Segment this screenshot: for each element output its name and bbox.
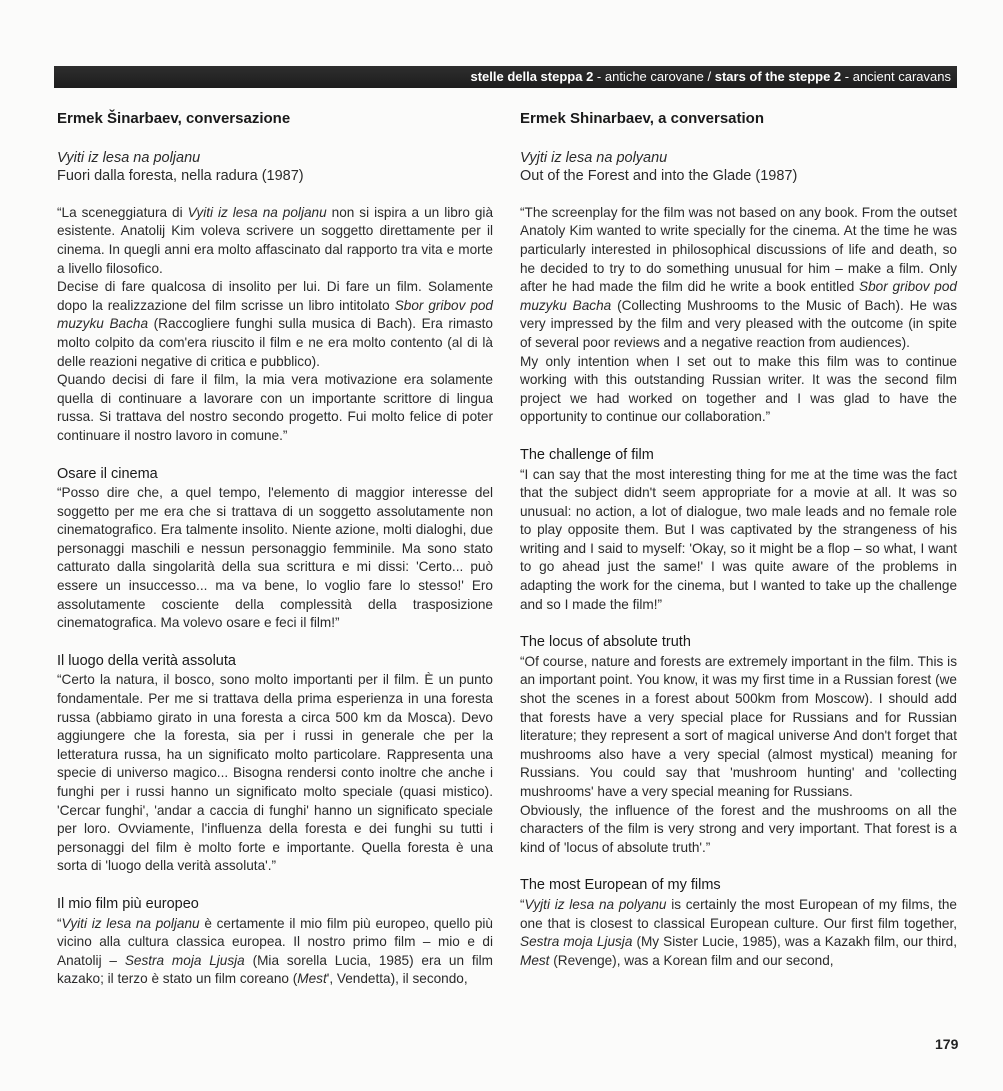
book-title-italic: Sbor gribov pod muzyku Bacha bbox=[57, 297, 493, 332]
film-title-italic: Sestra moja Ljusja bbox=[124, 952, 245, 968]
english-intro-paragraph-2: My only intention when I set out to make this film was to continue working with this outstanding Russian writer. It was the second film project we had worked on together and I was glad to have the opportunity to continue our collaboration.” bbox=[520, 353, 957, 425]
english-intro-paragraph-1 bbox=[520, 204, 957, 353]
text-run: (Mia sorella Lucia, 1985) era un film kazako; il terzo è stato un film coreano ( bbox=[57, 952, 493, 987]
italian-intro-paragraph-1 bbox=[57, 204, 493, 278]
section-heading: The challenge of film bbox=[520, 446, 654, 463]
film-title-italic: Sestra moja Ljusja bbox=[520, 934, 633, 950]
film-title-italic: Vyiti iz lesa na poljanu bbox=[187, 204, 327, 220]
text-run: (Raccogliere funghi sulla musica di Bach). Era rimasto molto colpito da com'era riuscito il film e ne era molto contento (al di là delle reazioni negative di critica e pubblico). bbox=[57, 316, 493, 369]
italian-intro-paragraph-2 bbox=[57, 278, 493, 371]
section-body: Obviously, the influence of the forest and the mushrooms on all the characters of the film is very strong and very important. That forest is a kind of 'locus of absolute truth'.” bbox=[520, 802, 957, 855]
italian-film-translated-title: Fuori dalla foresta, nella radura (1987) bbox=[57, 168, 304, 185]
text-run: è certamente il mio film più europeo, quello più vicino alla cultura classica europea. Il nostro primo film – mio e di Anatolij – bbox=[57, 915, 493, 968]
section-heading: Il luogo della verità assoluta bbox=[57, 652, 236, 669]
section-body: “Certo la natura, il bosco, sono molto importanti per il film. È un punto fondamentale. Per me si trattava della prima esperienza in una foresta russa (abbiamo girato in una foresta a circa 500 km da Mosca). Devo aggiungere che la foresta, sia per i russi in generale che per la letteratura russa, ha un significato molto particolare. Rappresenta una specie di universo magico... Bisogna rendersi conto inoltre che anche i funghi per i russi hanno un significato molto speciale (quasi mistico). 'Cercar funghi', 'andar a caccia di funghi' hanno un significato speciale per loro. Ovviamente, l'influenza della foresta e dei funghi su tutti i personaggi del film è molto forte e importante. Quella foresta è una sorta di 'luogo della verità assoluta'.” bbox=[57, 672, 493, 874]
text-run: (Collecting Mushrooms to the Music of Bach). He was very impressed by the film and very pleased with the outcome (in spite of several poor reviews and a negative reaction from audiences). bbox=[520, 297, 957, 350]
text-run: “ bbox=[520, 896, 525, 912]
section-header-bar bbox=[54, 66, 957, 88]
english-film-translated-title: Out of the Forest and into the Glade (1987) bbox=[520, 168, 798, 185]
page-number: 179 bbox=[935, 1036, 959, 1052]
english-section-european bbox=[520, 876, 957, 970]
section-body: “Of course, nature and forests are extremely important in the film. This is an important point. You know, it was my first time in a Russian forest (we shot the scenes in a forest about 500km from Moscow). I should add that forests have a very special place for Russians and for Russian literature; they represent a sort of magical universe And don't forget that mushrooms also have a very special (almost mystical) meaning for Russians. You could say that 'mushroom hunting' and 'collecting mushrooms' have a very special meaning for Russians. bbox=[520, 653, 957, 799]
section-heading: Osare il cinema bbox=[57, 465, 158, 482]
text-run: Decise di fare qualcosa di insolito per lui. Di fare un film. Solamente dopo la realizzazione del film scrisse un libro intitolato bbox=[57, 279, 493, 313]
english-section-locus bbox=[520, 633, 957, 857]
english-film-original-title: Vyjti iz lesa na polyanu bbox=[520, 149, 668, 166]
text-run: “ bbox=[57, 915, 62, 931]
header-english-thin: - ancient caravans bbox=[841, 69, 951, 84]
text-run: is certainly the most European of my films, the one that is closest to classical European culture. Our first film together, bbox=[520, 896, 957, 931]
english-article-title: Ermek Shinarbaev, a conversation bbox=[520, 110, 764, 127]
text-run: non si ispira a un libro già esistente. Anatolij Kim voleva scrivere un soggetto direttamente per il cinema. In quegli anni era molto affascinato dal rapporto tra vita e morte a livello filosofico. bbox=[57, 204, 493, 276]
italian-film-original-title: Vyiti iz lesa na poljanu bbox=[57, 149, 201, 166]
film-title-italic: Mest bbox=[297, 971, 327, 987]
film-title-italic: Vyiti iz lesa na poljanu bbox=[61, 915, 200, 931]
header-italian-thin: - antiche carovane / bbox=[593, 69, 715, 84]
text-run: (My Sister Lucie, 1985), was a Kazakh film, our third, bbox=[632, 934, 958, 950]
text-run: ', Vendetta), il secondo, bbox=[326, 971, 468, 987]
section-body bbox=[520, 896, 957, 970]
section-body: “Posso dire che, a quel tempo, l'elemento di maggior interesse del soggetto per me era che si trattava di un soggetto assolutamente non cinematografico. Era talmente insolito. Niente azione, molti dialoghi, due personaggi maschili e nessun personaggio femminile. Ma sono stato catturato dalla singolarità della sua scrittura e mi dissi: 'Certo... può essere un insuccesso... ma va bene, lo voglio fare lo stesso!' Ero assolutamente cosciente della complessità della trasposizione cinematografica. Ma volevo osare e feci il film!” bbox=[57, 485, 493, 631]
section-body: “I can say that the most interesting thing for me at the time was the fact that the subject didn't seem appropriate for a movie at all. It was so unusual: no action, a lot of dialogue, two male leads and no female role to play opposite them. But I was captivated by the strangeness of his writing and I said to myself: 'Okay, so it might be a flop – so what, I want to go ahead just the same!' I was quite aware of the problems in adapting the work for the cinema, but I wanted to take up the challenge and so I made the film!” bbox=[520, 466, 957, 612]
italian-article-title: Ermek Šinarbaev, conversazione bbox=[57, 110, 291, 127]
english-section-challenge bbox=[520, 446, 957, 614]
section-heading: Il mio film più europeo bbox=[57, 895, 199, 912]
text-run: “The screenplay for the film was not based on any book. From the outset Anatoly Kim wanted to write specially for the cinema. At the time he was particularly interested in philosophical discussions of life and death, so he decided to try to do something unusual for him – make a film. Only after he had made the film did he write a book entitled bbox=[520, 204, 957, 295]
english-column bbox=[520, 110, 957, 970]
header-italian-bold: stelle della steppa 2 bbox=[470, 69, 594, 84]
film-title-italic: Mest bbox=[520, 952, 550, 968]
italian-section-europeo bbox=[57, 895, 493, 989]
italian-section-luogo bbox=[57, 652, 493, 876]
section-heading: The most European of my films bbox=[520, 877, 721, 894]
book-title-italic: Sbor gribov pod muzyku Bacha bbox=[520, 279, 957, 313]
text-run: (Revenge), was a Korean film and our second, bbox=[549, 952, 834, 968]
header-english-bold: stars of the steppe 2 bbox=[714, 69, 842, 84]
film-title-italic: Vyjti iz lesa na polyanu bbox=[524, 896, 667, 912]
section-body bbox=[57, 915, 493, 989]
italian-section-osare bbox=[57, 465, 493, 633]
section-heading: The locus of absolute truth bbox=[520, 634, 691, 651]
italian-column bbox=[57, 110, 493, 989]
italian-intro-paragraph-3: Quando decisi di fare il film, la mia vera motivazione era solamente quella di continuare a lavorare con un importante scrittore di lingua russa. Si trattava del nostro secondo progetto. Fui molto felice di poter continuare il nostro lavoro in comune.” bbox=[57, 372, 493, 443]
text-run: “La sceneggiatura di bbox=[57, 204, 188, 220]
